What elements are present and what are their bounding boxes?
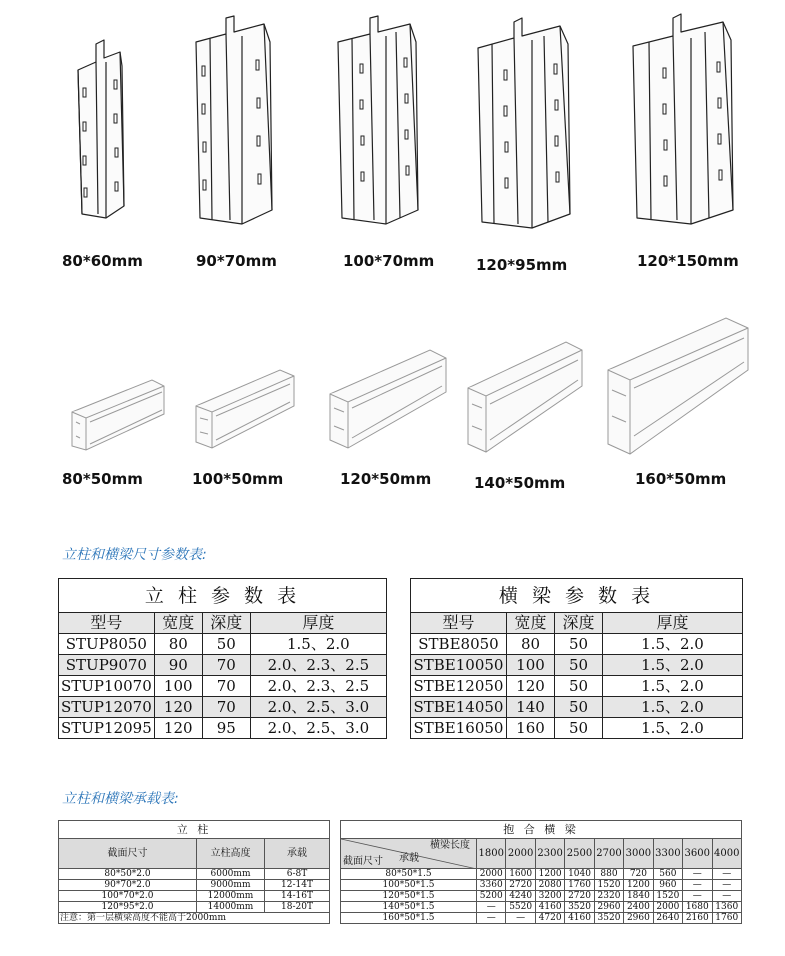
column-header: 承载: [265, 839, 330, 869]
table-cell: 100*70*2.0: [59, 891, 197, 902]
table-cell: 2.0、2.5、3.0: [250, 718, 386, 739]
beam-figure-5: [604, 310, 754, 460]
length-header: 4000: [712, 839, 742, 869]
table-cell: STBE16050: [411, 718, 507, 739]
upright-caption-3: 100*70mm: [343, 252, 435, 270]
table-cell: 14000mm: [197, 902, 265, 913]
table-cell: 4160: [565, 913, 594, 924]
column-header: 深度: [202, 613, 250, 634]
table-cell: 2160: [683, 913, 712, 924]
beam-param-table: [410, 578, 743, 739]
table-cell: 80: [507, 634, 555, 655]
table-cell: 50: [555, 655, 603, 676]
column-header: 厚度: [250, 613, 386, 634]
table-cell: 1.5、2.0: [250, 634, 386, 655]
beam-load-table: [340, 820, 742, 924]
table-cell: 14-16T: [265, 891, 330, 902]
upright-figure-3: [330, 14, 430, 234]
beam-caption-1: 80*50mm: [62, 470, 143, 488]
table-cell: STBE10050: [411, 655, 507, 676]
table-cell: 120: [507, 676, 555, 697]
table-cell: 4240: [506, 891, 535, 902]
table-cell: STBE12050: [411, 676, 507, 697]
size-section-title: 立柱和横梁尺寸参数表:: [62, 547, 207, 563]
table-cell: 80*50*2.0: [59, 869, 197, 880]
upright-param-table: [58, 578, 387, 739]
table-cell: 160*50*1.5: [341, 913, 477, 924]
table-cell: 720: [624, 869, 653, 880]
upright-caption-1: 80*60mm: [62, 252, 143, 270]
upright-figure-5: [625, 10, 745, 235]
table-cell: 12000mm: [197, 891, 265, 902]
upright-caption-4: 120*95mm: [476, 256, 568, 274]
column-header: 深度: [555, 613, 603, 634]
length-header: 3300: [653, 839, 682, 869]
table-cell: 1840: [624, 891, 653, 902]
upright-profile-icon: [196, 16, 272, 224]
table-cell: 2080: [535, 880, 564, 891]
table-cell: 2960: [594, 902, 623, 913]
upright-profile-icon: [633, 14, 733, 224]
beam-caption-4: 140*50mm: [474, 474, 566, 492]
beam-profile-icon: [196, 370, 294, 448]
upright-profile-icon: [338, 16, 418, 224]
table-cell: 90*70*2.0: [59, 880, 197, 891]
length-header: 3600: [683, 839, 712, 869]
table-cell: 4160: [535, 902, 564, 913]
table-cell: 5520: [506, 902, 535, 913]
table-cell: 50: [555, 718, 603, 739]
table-cell: 80*50*1.5: [341, 869, 477, 880]
beam-profile-icon: [468, 342, 582, 452]
table-cell: 1760: [712, 913, 742, 924]
beam-load-title: 抱 合 横 梁: [341, 821, 742, 839]
table-cell: 2640: [653, 913, 682, 924]
table-cell: 2720: [565, 891, 594, 902]
header-length-label: 横梁长度: [430, 840, 470, 851]
table-cell: 80: [154, 634, 202, 655]
length-header: 2300: [535, 839, 564, 869]
table-cell: 1600: [506, 869, 535, 880]
table-cell: 3360: [477, 880, 506, 891]
table-cell: 95: [202, 718, 250, 739]
column-header: 宽度: [154, 613, 202, 634]
table-cell: 880: [594, 869, 623, 880]
table-cell: 560: [653, 869, 682, 880]
beam-figure-1: [66, 374, 170, 458]
column-header: 型号: [59, 613, 155, 634]
table-cell: STUP10070: [59, 676, 155, 697]
column-header: 宽度: [507, 613, 555, 634]
table-cell: 3200: [535, 891, 564, 902]
table-cell: 3520: [565, 902, 594, 913]
table-cell: 120: [154, 718, 202, 739]
table-cell: STUP9070: [59, 655, 155, 676]
table-cell: 1.5、2.0: [603, 718, 743, 739]
table-cell: 2400: [624, 902, 653, 913]
upright-figure-1: [70, 36, 150, 236]
upright-load-table: [58, 820, 330, 924]
upright-caption-2: 90*70mm: [196, 252, 277, 270]
column-header: 厚度: [603, 613, 743, 634]
upright-table-title: 立 柱 参 数 表: [59, 579, 387, 613]
beam-figure-2: [190, 362, 300, 458]
beam-caption-3: 120*50mm: [340, 470, 432, 488]
table-cell: 100: [154, 676, 202, 697]
table-cell: 160: [507, 718, 555, 739]
header-size-label: 截面尺寸: [343, 856, 383, 867]
table-cell: 9000mm: [197, 880, 265, 891]
table-cell: 50: [555, 697, 603, 718]
table-cell: 140: [507, 697, 555, 718]
table-cell: 1760: [565, 880, 594, 891]
table-cell: —: [683, 869, 712, 880]
table-cell: 2320: [594, 891, 623, 902]
load-note: 注意：第一层横梁高度不能高于2000mm: [60, 913, 226, 923]
table-cell: 960: [653, 880, 682, 891]
upright-profile-icon: [478, 18, 570, 228]
table-cell: 1200: [624, 880, 653, 891]
table-cell: STBE8050: [411, 634, 507, 655]
table-cell: 1.5、2.0: [603, 634, 743, 655]
table-cell: 3520: [594, 913, 623, 924]
table-cell: 1520: [594, 880, 623, 891]
table-cell: 70: [202, 697, 250, 718]
beam-figure-4: [464, 336, 588, 460]
upright-load-title: 立 柱: [59, 821, 330, 839]
table-cell: 140*50*1.5: [341, 902, 477, 913]
table-cell: 1200: [535, 869, 564, 880]
table-cell: STBE14050: [411, 697, 507, 718]
table-cell: 50: [202, 634, 250, 655]
length-header: 2700: [594, 839, 623, 869]
table-cell: 50: [555, 676, 603, 697]
table-cell: —: [712, 880, 742, 891]
length-header: 2000: [506, 839, 535, 869]
table-cell: 120*50*1.5: [341, 891, 477, 902]
table-cell: 100*50*1.5: [341, 880, 477, 891]
upright-figure-4: [470, 14, 585, 239]
table-cell: —: [477, 902, 506, 913]
table-cell: 2.0、2.3、2.5: [250, 655, 386, 676]
table-cell: 1360: [712, 902, 742, 913]
table-cell: 2960: [624, 913, 653, 924]
table-cell: —: [506, 913, 535, 924]
table-cell: 1520: [653, 891, 682, 902]
table-cell: 2.0、2.3、2.5: [250, 676, 386, 697]
header-load-label: 承载: [399, 853, 419, 864]
table-cell: 6000mm: [197, 869, 265, 880]
column-header: 立柱高度: [197, 839, 265, 869]
table-cell: STUP12070: [59, 697, 155, 718]
table-cell: 12-14T: [265, 880, 330, 891]
length-header: 3000: [624, 839, 653, 869]
table-cell: —: [477, 913, 506, 924]
load-section-title: 立柱和横梁承载表:: [62, 791, 179, 807]
beam-profile-icon: [72, 380, 164, 450]
table-cell: 1.5、2.0: [603, 676, 743, 697]
table-cell: 18-20T: [265, 902, 330, 913]
beam-caption-2: 100*50mm: [192, 470, 284, 488]
table-cell: 2.0、2.5、3.0: [250, 697, 386, 718]
table-cell: 70: [202, 676, 250, 697]
table-cell: 2000: [477, 869, 506, 880]
table-cell: —: [683, 891, 712, 902]
table-cell: —: [712, 891, 742, 902]
table-cell: 2000: [653, 902, 682, 913]
table-cell: 70: [202, 655, 250, 676]
upright-load-note-cell: [59, 913, 330, 924]
table-cell: —: [683, 880, 712, 891]
table-cell: 90: [154, 655, 202, 676]
length-header: 2500: [565, 839, 594, 869]
table-cell: 4720: [535, 913, 564, 924]
table-cell: 100: [507, 655, 555, 676]
length-header: 1800: [477, 839, 506, 869]
table-cell: 1.5、2.0: [603, 655, 743, 676]
beam-table-title: 横 梁 参 数 表: [411, 579, 743, 613]
table-cell: STUP8050: [59, 634, 155, 655]
column-header: 型号: [411, 613, 507, 634]
column-header: 截面尺寸: [59, 839, 197, 869]
table-cell: 1.5、2.0: [603, 697, 743, 718]
table-cell: 6-8T: [265, 869, 330, 880]
table-cell: 1680: [683, 902, 712, 913]
table-cell: 5200: [477, 891, 506, 902]
table-cell: 120*95*2.0: [59, 902, 197, 913]
beam-caption-5: 160*50mm: [635, 470, 727, 488]
beam-profile-icon: [330, 350, 446, 448]
beam-figure-3: [326, 344, 452, 456]
beam-profile-icon: [608, 318, 748, 454]
table-cell: STUP12095: [59, 718, 155, 739]
upright-caption-5: 120*150mm: [637, 252, 739, 270]
diagonal-header: [341, 839, 477, 869]
table-cell: —: [712, 869, 742, 880]
table-cell: 1040: [565, 869, 594, 880]
upright-figure-2: [190, 14, 285, 234]
table-cell: 50: [555, 634, 603, 655]
table-cell: 2720: [506, 880, 535, 891]
table-cell: 120: [154, 697, 202, 718]
